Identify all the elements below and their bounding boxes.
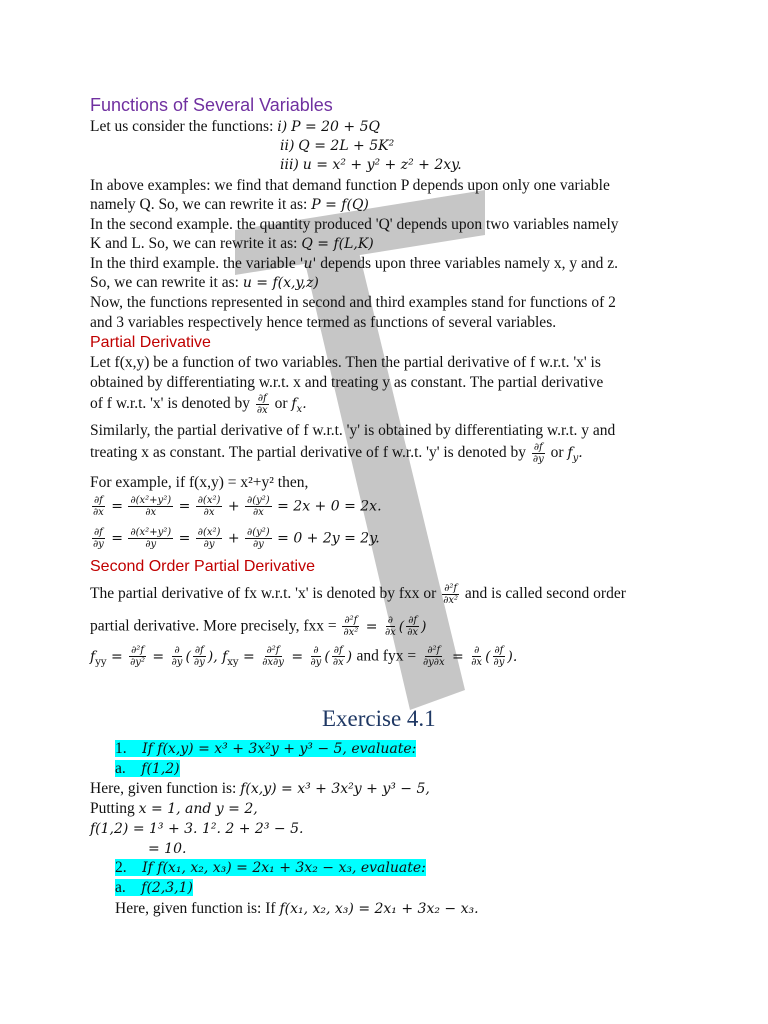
q1-label: 1.: [115, 740, 127, 757]
para2-line-a: In the second example. the quantity produced 'Q' depends upon two variables namely: [90, 216, 619, 233]
pd1-or: or: [274, 395, 288, 413]
example-3: [280, 155, 462, 175]
para1-line-b: [90, 195, 369, 215]
partial-derivative-title: Partial Derivative: [90, 334, 211, 351]
para1-text: namely Q. So, we can rewrite it as:: [90, 196, 308, 213]
q2-highlight: [115, 859, 426, 876]
equation-partial-x: $\frac{\partial f}{\partial x}$ = $\frac{\text{∂(x²+y²)}}{\partial x}$ = $\frac{\text{∂(x²)}}{\partial x}$ + $\frac{\text{∂(y²)}}{\partial x}$ = 2x + 0 = 2x.: [93, 495, 382, 518]
s1-text: Here, given function is:: [90, 780, 237, 797]
para4-line-b: and 3 variables respectively hence termed as functions of several variables.: [90, 314, 557, 331]
s1-putting-math: x = 1, and y = 2,: [138, 801, 258, 817]
d2f-dx2-fraction: $\frac{\text{∂²f}}{\text{∂x²}}$: [443, 583, 459, 606]
q2a-text: f(2,3,1): [141, 880, 193, 896]
example-3-num: iii): [280, 157, 299, 173]
para2-line-b: [90, 234, 374, 254]
para3-u: 'u': [299, 256, 317, 272]
para3-math: u = f(x,y,z): [242, 275, 319, 291]
q2a-highlight: [115, 879, 193, 896]
s1-putting: Putting: [90, 800, 135, 817]
para4-line-a: Now, the functions represented in second and third examples stand for functions of 2: [90, 294, 616, 311]
eq2-result: = 0 + 2y = 2y.: [277, 530, 380, 547]
so1-text-a: The partial derivative of fx w.r.t. 'x' is denoted by fxx or: [90, 585, 437, 603]
solution-1-line-4: = 10.: [148, 841, 187, 857]
example-2-expr: Q = 2L + 5K²: [298, 138, 395, 154]
pd1-line-b: obtained by differentiating w.r.t. x and treating y as constant. The partial derivative: [90, 374, 604, 391]
fx-symbol: $f_x$.: [291, 396, 307, 415]
q2-text: If f(x₁, x₂, x₃) = 2x₁ + 3x₂ − x₃, evaluate:: [142, 860, 426, 876]
pd2-text-b: treating x as constant. The partial derivative of f w.r.t. 'y' is denoted by: [90, 444, 527, 462]
section-title: Functions of Several Variables: [90, 95, 333, 115]
s2-math: f(x₁, x₂, x₃) = 2x₁ + 3x₂ − x₃.: [279, 901, 479, 917]
question-2: [115, 858, 426, 878]
so2-text-a: partial derivative. More precisely, fxx =: [90, 617, 337, 635]
s1-math: f(x,y) = x³ + 3x²y + y³ − 5,: [240, 781, 430, 797]
so3-and: and fyx =: [356, 647, 417, 665]
so2-line: partial derivative. More precisely, fxx = $\frac{\text{∂²f}}{\text{∂x²}}$ = $\frac{\partial}{\partial x}$ ( $\frac{\partial f}{\partial x}$ ): [90, 615, 427, 638]
intro-line: [90, 117, 380, 137]
q1a-label: a.: [115, 760, 126, 777]
example-1-num: i): [277, 119, 288, 135]
pd1-line-a: Let f(x,y) be a function of two variables. Then the partial derivative of f w.r.t. 'x' is: [90, 354, 601, 371]
solution-2-line-1: [115, 899, 479, 919]
solution-1-line-2: [90, 799, 258, 819]
q1-highlight: [115, 740, 416, 757]
pd2-line-b: [90, 442, 583, 465]
so1-text-b: and is called second order: [464, 585, 626, 603]
pd2-line-a: Similarly, the partial derivative of f w.r.t. 'y' is obtained by differentiating w.r.t. y and: [90, 422, 616, 439]
solution-1-line-3: f(1,2) = 1³ + 3. 1². 2 + 2³ − 5.: [90, 821, 304, 837]
example-2-num: ii): [280, 138, 295, 154]
pd1-line-c: [90, 393, 307, 416]
para2-math: Q = f(L,K): [301, 236, 374, 252]
example-2: [280, 136, 394, 156]
para3-text-a2: depends upon three variables namely x, y and z.: [320, 255, 619, 272]
para3-text-b: So, we can rewrite it as:: [90, 274, 239, 291]
solution-1-line-1: [90, 779, 430, 799]
s2-text: Here, given function is: If: [115, 900, 276, 917]
so1-line: [90, 583, 626, 606]
df-dy-fraction: $\frac{\partial f}{\partial y}$: [532, 442, 544, 465]
question-2a: [115, 878, 193, 898]
para1-math: P = f(Q): [311, 197, 369, 213]
pd1-text-c: of f w.r.t. 'x' is denoted by: [90, 395, 250, 413]
exercise-title: Exercise 4.1: [322, 706, 436, 731]
second-order-title: Second Order Partial Derivative: [90, 558, 315, 575]
question-1: [115, 739, 416, 759]
pd2-or: or: [550, 444, 564, 462]
para3-line-b: [90, 273, 319, 293]
q2a-label: a.: [115, 879, 126, 896]
q1a-highlight: [115, 760, 180, 777]
para3-text-a: In the third example. the variable: [90, 255, 296, 272]
para3-line-a: [90, 254, 618, 274]
equation-partial-y: $\frac{\partial f}{\partial y}$ = $\frac{\text{∂(x²+y²)}}{\partial y}$ = $\frac{\text{∂(x²)}}{\partial y}$ + $\frac{\text{∂(y²)}}{\partial y}$ = 0 + 2y = 2y.: [93, 527, 380, 550]
q1a-text: f(1,2): [141, 761, 180, 777]
q2-label: 2.: [115, 859, 127, 876]
example-3-expr: u = x² + y² + z² + 2xy.: [302, 157, 462, 173]
so3-line: $f_{yy}$ = $\frac{\text{∂²f}}{\text{∂y²}}$ = $\frac{\partial}{\partial y}$ ( $\frac{\partial f}{\partial y}$ ), $f_{xy}$ = $\frac{\text{∂²f}}{\partial x\partial y}$ = $\frac{\partial}{\partial y}$ ( $\frac{\partial f}{\partial x}$ ) and fyx = $\frac{\text{∂²f}}{\partial y\partial x}$ = $\frac{\partial}{\partial x}$ ( $\frac{\partial f}{\partial y}$ ).: [90, 645, 518, 668]
fy-symbol: $f_y$.: [567, 445, 583, 464]
para2-text: K and L. So, we can rewrite it as:: [90, 235, 298, 252]
example-intro: For example, if f(x,y) = x²+y² then,: [90, 474, 309, 491]
question-1a: [115, 759, 180, 779]
df-dx-fraction: $\frac{\partial f}{\partial x}$: [256, 393, 268, 416]
eq1-result: = 2x + 0 = 2x.: [277, 498, 382, 515]
para1-line-a: In above examples: we find that demand function P depends upon only one variable: [90, 177, 610, 194]
example-1-expr: P = 20 + 5Q: [291, 119, 380, 135]
intro-text: Let us consider the functions:: [90, 118, 274, 135]
q1-text: If f(x,y) = x³ + 3x²y + y³ − 5, evaluate:: [142, 741, 417, 757]
